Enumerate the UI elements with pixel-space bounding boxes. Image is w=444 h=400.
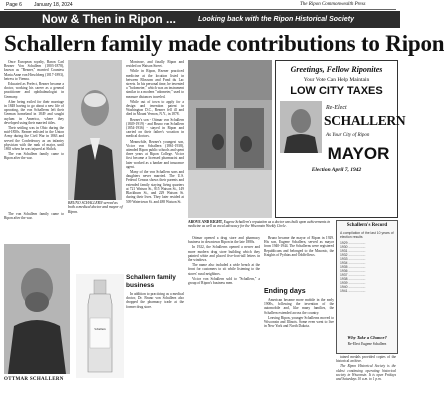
paragraph: The von Schallern family came to Ripon after the war.	[4, 152, 64, 161]
record-row: 1931 ..................	[340, 249, 366, 253]
paragraph: Bruno became the mayor of Ripon in 1929. His son, Eugene Schallern, served as mayor from 1940-1944. The Schallerns were registered Republicans and belonged to the Masonic, the Knights of Pythias and Oddfellows.	[264, 236, 334, 257]
paragraph: In addition to practicing as a medical doctor, Dr. Bruno von Schallern also dropped the pharmacy trade at the former drug store.	[126, 292, 184, 309]
paragraph: Montrose, and finally Ripon and resided on Watson Street.	[126, 60, 184, 69]
middle-caption	[188, 220, 338, 229]
caption-body: Eugene Schallern's reputation as a doctor was built upon achievements in medicine as well as vocal advocacy for the Wisconsin Weekly Circle.	[188, 220, 331, 229]
headline: Schallern family made contributions to Ripon	[4, 31, 444, 56]
section-heading-business: Schallern family business	[126, 274, 176, 289]
paragraph: In 1922, the Schallerns opened a newer and more modern drug store building which they painted white and placed five-foot-tall letters in the windows.	[188, 245, 260, 263]
record-row: 1940 ..................	[340, 285, 366, 289]
record-row: 1935 ..................	[340, 265, 366, 269]
article-column-4	[264, 236, 334, 286]
paragraph: Meanwhile, Rezner's youngest son, Victor von Schallern (1861-1938), attended Ripon public schools and spent three years at Ripon College. Victor first became a licensed pharmacist and later worked as a banker and insurance agent.	[126, 139, 184, 169]
paragraph: Their settling was in Ohio during the mid-1850s. Rezner enlisted in the Union Army during the Civil War in 1863 and served the Confederacy as an infantry physician with the rank of major, until 1865 when he was injured at Shiloh.	[4, 126, 64, 152]
schallern-record-box	[336, 220, 398, 354]
record-row: 1930 ..................	[340, 245, 366, 249]
paragraph: The name also included a wide bench at the front for customers to sit while listening to the stores' rural neighbors.	[188, 263, 260, 276]
page-number: Page 6	[6, 2, 22, 8]
caption-lead: ABOVE AND RIGHT,	[188, 220, 223, 224]
ad-office: MAYOR	[327, 144, 390, 163]
ad-low-taxes: LOW CITY TAXES	[290, 85, 383, 97]
paragraph: Educated as Prefect, Rezner became a doctor, working his career as a general practitioner and ophthalmologist in Germany.	[4, 82, 64, 99]
record-row: 1941 ..................	[340, 289, 366, 293]
article-column-1	[4, 60, 64, 200]
paragraph: Many of the von Schallern sons and daughters never married. The U.S. Federal Census shows their parents and extended family staying living quarters at 721 Watson St., 815 Watson St., 149 Blackburn St., and 229 Watson St. during their lives. They later resided at 509 Watertown St. and 488 Watson St.	[126, 170, 184, 204]
banner-subtitle: Looking back with the Ripon Historical Society	[198, 16, 354, 23]
record-title: Schallern's Record	[346, 223, 388, 228]
medicine-bottle-photo	[76, 274, 124, 378]
campaign-ad	[275, 60, 406, 218]
record-row: 1938 ..................	[340, 277, 366, 281]
record-question: Why Take a Chance?	[347, 335, 387, 340]
paragraph: While out of town to apply for a design and invention patent in Washington D.C., Rezner fell ill and died in Mount Vernon, N.Y., in 1878.	[126, 99, 184, 117]
paragraph: After being exiled for their marriage in 1848 having to go about a new life of uprooting, the von Schallerns left their German homeland in 1849 and sought asylum in America, where they developed using their married titles.	[4, 99, 64, 125]
ad-portrait	[280, 101, 322, 153]
paragraph: The Ripon Historical Society is the oldest continuing operating historical society in Wisconsin. It is open Fridays and Saturdays 10 a.m. to 1 p.m.	[336, 364, 396, 382]
paragraph: Once European royalty, Baron Carl Rezner Von Schallern (1803-1878), known as "Rezner," married Countess Maria Anne von Hirschberg (1817-1893), heiress to Vienna.	[4, 60, 64, 81]
section-heading-ending: Ending days	[264, 288, 306, 295]
article-column-4-tail	[264, 298, 334, 396]
record-row: 1933 ..................	[340, 257, 366, 261]
record-list	[340, 241, 394, 293]
paragraph: Leaving Ripon, younger Schallerns moved to Wisconsin and Illinois. Some even went to live in New York and North Dakota.	[264, 315, 334, 329]
article-column-2	[126, 60, 184, 270]
paragraph: The von Schallern family came to Ripon after the war.	[4, 212, 64, 221]
banner-title: Now & Then in Ripon ...	[42, 12, 176, 26]
record-row: 1939 ..................	[340, 281, 366, 285]
ottmar-caption: OTTMAR SCHALLERN	[4, 377, 64, 382]
paragraph: Ottmar opened a drug store and pharmacy business in downtown Ripon in the late 1880s.	[188, 236, 260, 245]
ad-line5: As Your City of Ripon	[326, 133, 370, 138]
record-row: 1937 ..................	[340, 273, 366, 277]
ad-election-date: Election April 7, 1942	[311, 167, 362, 173]
issue-date: January 18, 2024	[34, 2, 73, 8]
article-column-3	[188, 236, 260, 396]
article-column-2-tail	[126, 292, 184, 392]
ad-reelect: Re-Elect	[326, 105, 347, 111]
record-row: 1932 ..................	[340, 253, 366, 257]
paragraph: Victor von Schallern sold to "Schallern," a group of Ripon's business men.	[188, 276, 260, 286]
record-row: 1929 ..................	[340, 241, 366, 245]
drugstore-photo	[188, 60, 272, 218]
ottmar-portrait	[4, 244, 70, 374]
paper-name: The Ripon Commonwealth Press	[300, 2, 366, 7]
ad-greeting: Greetings, Fellow Riponites	[290, 65, 383, 74]
ad-candidate-name: SCHALLERN	[324, 113, 406, 128]
paragraph: tained medals provided copies of the historical archive.	[336, 355, 396, 364]
right-column-text	[336, 355, 396, 397]
paragraph: American became more mobile in the early 1900s, following the invention of the automobile and, like many families, the Schallern extended across the country.	[264, 298, 334, 315]
bottle-label: Schallern	[94, 327, 106, 331]
record-row: 1936 ..................	[340, 269, 366, 273]
record-row: 1934 ..................	[340, 261, 366, 265]
article-column-1-lower	[4, 212, 64, 240]
bruno-caption: BRUNO SCHALLERN served as both a medical doctor and mayor of Ripon.	[68, 201, 123, 214]
record-intro: A compilation of the last 10 years of election results	[340, 231, 394, 239]
header-rule	[4, 9, 396, 10]
paragraph: Rezner's son - Ottmar von Schallern (1849-1919) - and Bruno von Schallern (1854-1936) - stayed in Ripon and carried on their father's vocation in medical doctors.	[126, 117, 184, 139]
bruno-portrait	[68, 60, 122, 200]
ad-line2: Your Vote Can Help Maintain	[303, 77, 370, 83]
section-banner	[0, 11, 400, 28]
record-footer: Re-Elect Eugene Schallern	[347, 342, 387, 346]
paragraph: While in Ripon, Rezner practiced medicine at the location listed in between Blossom and Fond du Lac streets. In his personal time, he invented a "bolometer," which was an instrument similar to a modern "odometer," used to measure distances traveled.	[126, 69, 184, 99]
